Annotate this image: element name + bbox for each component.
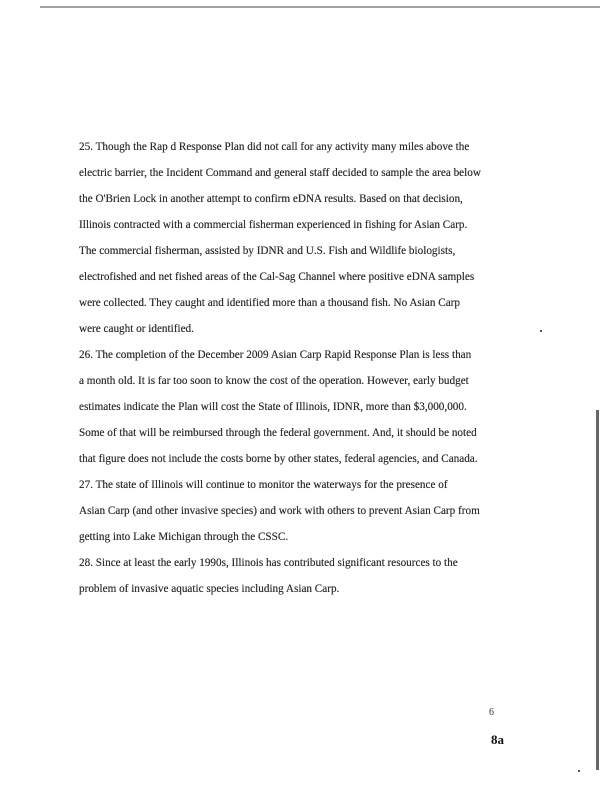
- paragraph-25-line-7: were collected. They caught and identified more than a thousand fish. No Asian Carp: [79, 297, 460, 309]
- paragraph-25-line-2: electric barrier, the Incident Command and general staff decided to sample the area below: [79, 167, 481, 179]
- paragraph-27-line-1: 27. The state of Illinois will continue to monitor the waterways for the presence of: [79, 479, 448, 491]
- paragraph-27-line-3: getting into Lake Michigan through the CSSC.: [79, 531, 289, 543]
- paragraph-26-line-2: a month old. It is far too soon to know the cost of the operation. However, early budget: [79, 375, 469, 387]
- paragraph-25-line-6: electrofished and net fished areas of the Cal-Sag Channel where positive eDNA samples: [79, 271, 475, 283]
- paragraph-28-line-2: problem of invasive aquatic species including Asian Carp.: [79, 583, 340, 595]
- scan-speck: [578, 770, 580, 772]
- paragraph-27-line-2: Asian Carp (and other invasive species) and work with others to prevent Asian Carp from: [79, 505, 480, 517]
- page-number: 6: [489, 707, 494, 718]
- paragraph-25-line-4: Illinois contracted with a commercial fisherman experienced in fishing for Asian Carp.: [79, 219, 468, 231]
- scan-right-edge: [596, 410, 599, 770]
- paragraph-25-line-8: were caught or identified.: [79, 323, 194, 335]
- paragraph-26-line-1: 26. The completion of the December 2009 Asian Carp Rapid Response Plan is less than: [79, 349, 472, 361]
- paragraph-26-line-3: estimates indicate the Plan will cost the State of Illinois, IDNR, more than $3,000,000.: [79, 401, 467, 413]
- scan-speck: [540, 330, 542, 332]
- paragraph-25-line-1: 25. Though the Rap d Response Plan did not call for any activity many miles above the: [79, 141, 470, 153]
- scan-top-edge: [40, 6, 600, 8]
- appendix-page-label: 8a: [491, 732, 504, 747]
- paragraph-25-line-5: The commercial fisherman, assisted by IDNR and U.S. Fish and Wildlife biologists,: [79, 245, 456, 257]
- paragraph-25-line-3: the O'Brien Lock in another attempt to confirm eDNA results. Based on that decision,: [79, 193, 463, 205]
- paragraph-26-line-4: Some of that will be reimbursed through the federal government. And, it should be noted: [79, 427, 477, 439]
- paragraph-26-line-5: that figure does not include the costs borne by other states, federal agencies, and Canada.: [79, 453, 478, 465]
- paragraph-28-line-1: 28. Since at least the early 1990s, Illinois has contributed significant resources to the: [79, 557, 458, 569]
